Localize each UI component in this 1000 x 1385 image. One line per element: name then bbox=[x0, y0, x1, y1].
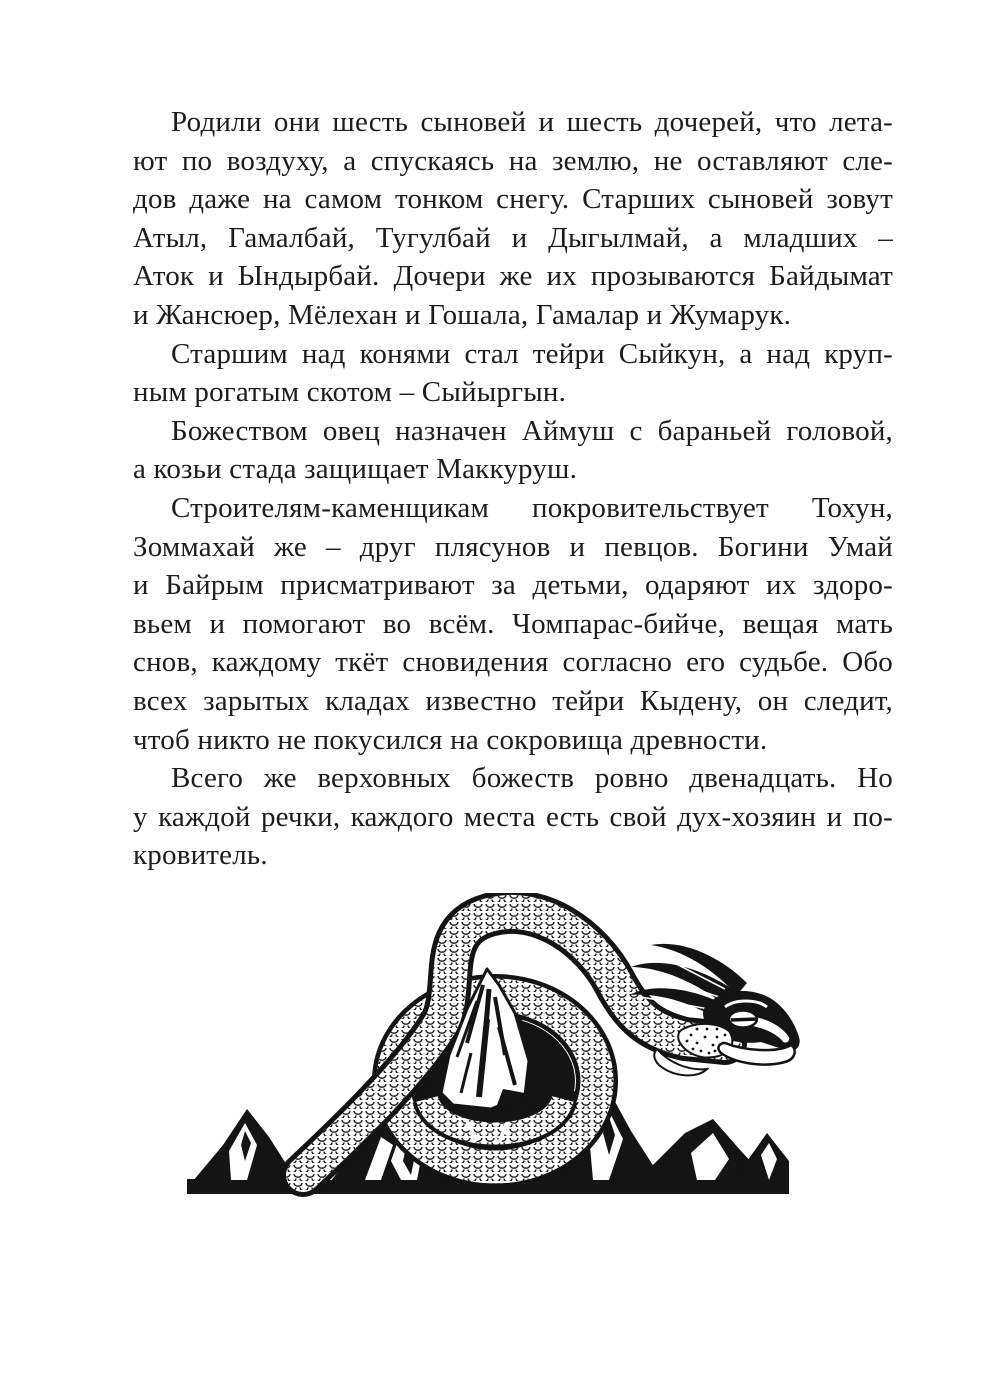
text-line: всех зарытых кладах известно тейри Кыдену, он следит, bbox=[133, 684, 893, 717]
text-line: у каждой речки, каждого места есть свой дух-хозяин и по- bbox=[133, 800, 893, 833]
serpent-mountain-illustration bbox=[185, 893, 805, 1203]
paragraph bbox=[133, 759, 893, 875]
text-line: Строителям-каменщикам покровительствует Тохун, bbox=[171, 491, 893, 524]
text-line: Зоммахай же – друг плясунов и певцов. Богини Умай bbox=[133, 530, 893, 563]
text-line: Атыл, Гамалбай, Тугулбай и Дыгылмай, а младших – bbox=[133, 221, 893, 254]
text-line: и Байрым присматривают за детьми, одаряют их здоро- bbox=[133, 569, 893, 602]
text-line: Аток и Ындырбай. Дочери же их прозываются Байдымат bbox=[133, 260, 893, 293]
text-line: ным рогатым скотом – Сыйыргын. bbox=[133, 376, 567, 409]
paragraph bbox=[133, 103, 893, 335]
text-line: ют по воздуху, а спускаясь на землю, не оставляют сле- bbox=[133, 144, 893, 177]
text-line: Всего же верховных божеств ровно двенадцать. Но bbox=[171, 762, 893, 795]
text-line: дов даже на самом тонком снегу. Старших сыновей зовут bbox=[133, 183, 893, 216]
text-line: снов, каждому ткёт сновидения согласно его судьбе. Обо bbox=[133, 646, 893, 679]
text-line: и Жансюер, Мёлехан и Гошала, Гамалар и Жумарук. bbox=[133, 298, 792, 331]
paragraph bbox=[133, 412, 893, 489]
paragraph bbox=[133, 335, 893, 412]
serpent-mountain-drawing bbox=[185, 893, 805, 1203]
body-text bbox=[133, 103, 893, 875]
text-line: Старшим над конями стал тейри Сыйкун, а над круп- bbox=[171, 337, 893, 370]
text-line: кровитель. bbox=[133, 839, 268, 872]
text-line: Божеством овец назначен Аймуш с бараньей головой, bbox=[171, 414, 893, 447]
text-line: Родили они шесть сыновей и шесть дочерей, что лета- bbox=[171, 106, 893, 138]
text-line: а козьи стада защищает Маккуруш. bbox=[133, 453, 578, 486]
text-line: вьем и помогают во всём. Чомпарас-бийче, вещая мать bbox=[133, 607, 893, 640]
paragraph bbox=[133, 489, 893, 759]
text-line: чтоб никто не покусился на сокровища древности. bbox=[133, 723, 768, 756]
